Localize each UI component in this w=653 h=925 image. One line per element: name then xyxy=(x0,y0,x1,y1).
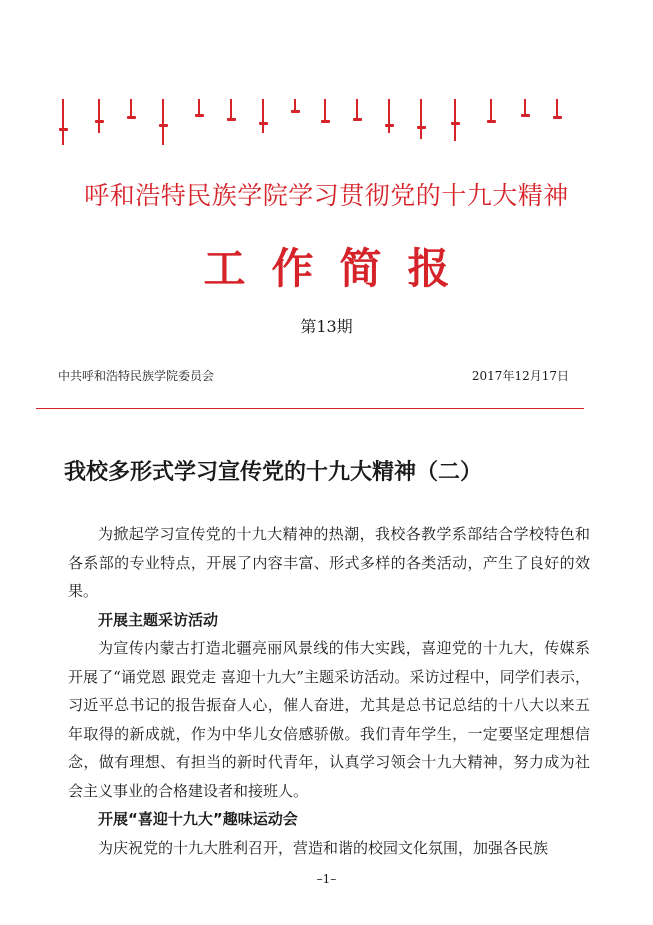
mongolian-word xyxy=(552,99,562,119)
intro-paragraph: 为掀起学习宣传党的十九大精神的热潮，我校各教学系部结合学校特色和各系部的专业特点，开展了内容丰富、形式多样的各类活动，产生了良好的效果。 xyxy=(68,525,590,600)
mongolian-word xyxy=(158,99,168,145)
mongolian-word xyxy=(520,99,530,117)
bulletin-title: 工作简报 xyxy=(203,244,476,293)
mongolian-word xyxy=(290,99,300,113)
mongolian-word xyxy=(226,99,236,121)
mongolian-word xyxy=(352,99,362,121)
page-number: –1– xyxy=(316,872,337,886)
mongolian-word xyxy=(486,99,496,123)
article-title: 我校多形式学习宣传党的十九大精神（二） xyxy=(64,459,483,485)
mongolian-word xyxy=(384,99,394,133)
header-divider xyxy=(36,408,584,409)
mongolian-word xyxy=(416,99,426,139)
mongolian-word xyxy=(194,99,204,117)
mongolian-word xyxy=(94,99,104,133)
section-heading: 开展主题采访活动 xyxy=(98,610,219,629)
issue-number: 第13期 xyxy=(300,317,353,336)
mongolian-word xyxy=(58,99,68,145)
mongolian-word xyxy=(450,99,460,141)
section-paragraph: 为宣传内蒙古打造北疆亮丽风景线的伟大实践，喜迎党的十九大，传媒系开展了“诵党恩 跟党走 喜迎十九大”主题采访活动。采访过程中，同学们表示，习近平总书记的报告振奋人心，催人奋进，尤其是总书记总结的十八大以来五年取得的新成就，作为中华儿女倍感骄傲。我们青年学生，一定要坚定理想信念，做有理想、有担当的新时代青年，认真学习领会十九大精神，努力成为社会主义事业的合格建设者和接班人。 xyxy=(68,639,590,800)
mongolian-word xyxy=(258,99,268,133)
section-heading: 开展“喜迎十九大”趣味运动会 xyxy=(98,810,298,828)
bulletin-subtitle: 呼和浩特民族学院学习贯彻党的十九大精神 xyxy=(84,181,569,210)
article-body xyxy=(68,520,590,862)
publisher-organization: 中共呼和浩特民族学院委员会 xyxy=(58,369,215,383)
section-paragraph: 为庆祝党的十九大胜利召开，营造和谐的校园文化氛围，加强各民族 xyxy=(98,838,549,857)
publish-date: 2017年12月17日 xyxy=(471,369,569,383)
mongolian-word xyxy=(126,99,136,119)
mongolian-word xyxy=(320,99,330,123)
mongolian-script-header xyxy=(58,99,578,159)
